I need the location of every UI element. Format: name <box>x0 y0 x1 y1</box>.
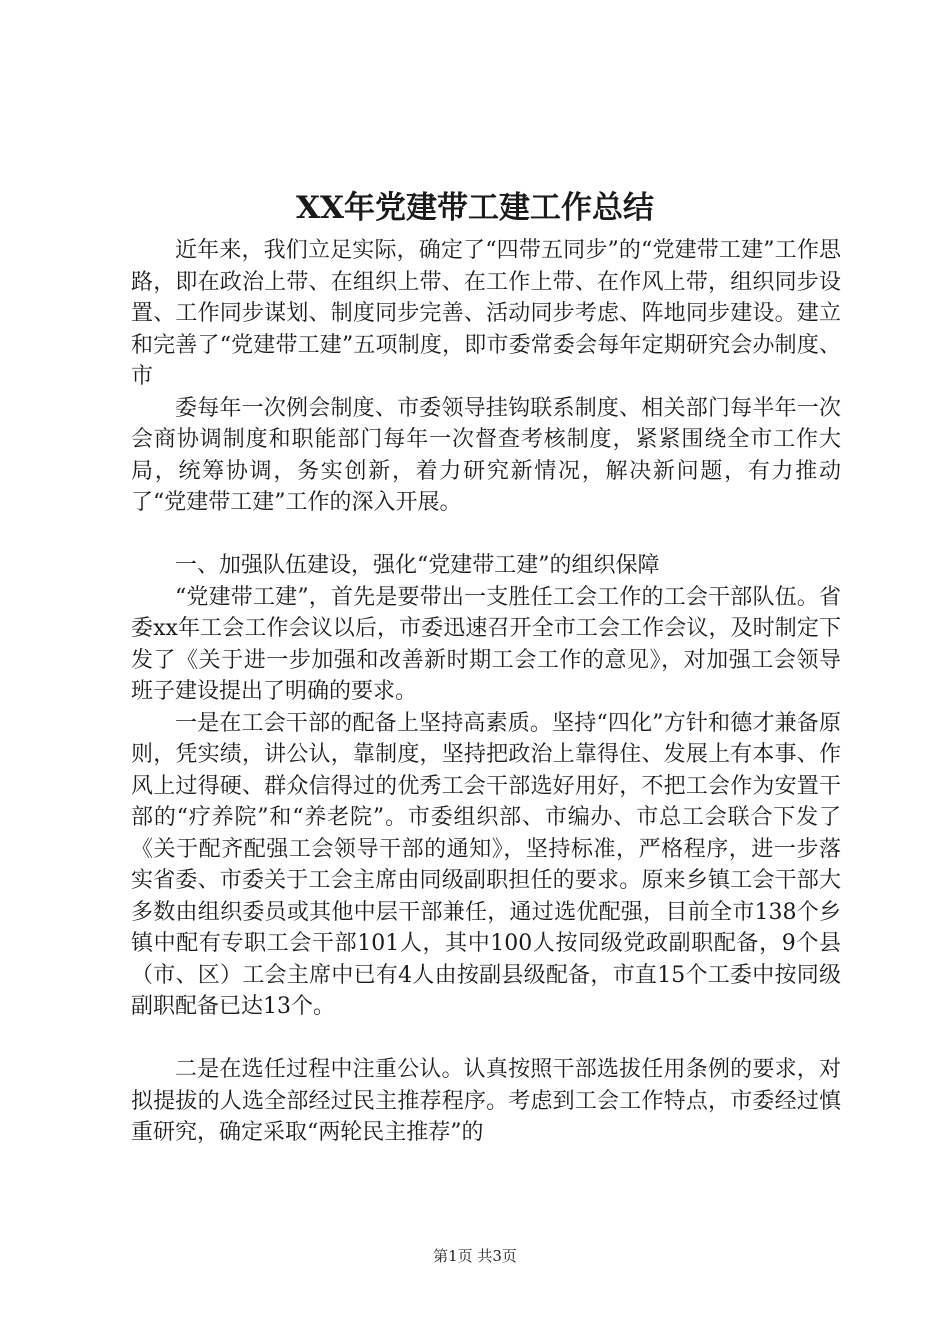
page-number-footer: 第1页 共3页 <box>433 1247 517 1265</box>
paragraph-intro: 近年来，我们立足实际，确定了“四带五同步”的“党建带工建”工作思路，即在政治上带、在组织上带、在工作上带、在作风上带，组织同步设置、工作同步谋划、制度同步完善、活动同步考虑、阵地同步建设。建立和完善了“党建带工建”五项制度，即市委常委会每年定期研究会办制度、市 <box>131 238 841 389</box>
document-body <box>131 235 841 1149</box>
document-title: XX年党建带工建工作总结 <box>295 190 655 226</box>
section-heading-1: 一、加强队伍建设，强化“党建带工建”的组织保障 <box>175 553 660 578</box>
paragraph-intro-continued: 委每年一次例会制度、市委领导挂钩联系制度、相关部门每半年一次会商协调制度和职能部门每年一次督查考核制度，紧紧围绕全市工作大局，统筹协调，务实创新，着力研究新情况，解决新问题，有力推动了“党建带工建”工作的深入开展。 <box>131 395 841 515</box>
paragraph-point-2: 二是在选任过程中注重公认。认真按照干部选拔任用条例的要求，对拟提拔的人选全部经过民主推荐程序。考虑到工会工作特点，市委经过慎重研究，确定采取“两轮民主推荐”的 <box>131 1057 841 1145</box>
paragraph-section-1: “党建带工建”，首先是要带出一支胜任工会工作的工会干部队伍。省委xx年工会工作会议以后，市委迅速召开全市工会工作会议，及时制定下发了《关于进一步加强和改善新时期工会工作的意见》，对加强工会领导班子建设提出了明确的要求。 <box>131 584 841 704</box>
paragraph-point-1: 一是在工会干部的配备上坚持高素质。坚持“四化”方针和德才兼备原则，凭实绩，讲公认，靠制度，坚持把政治上靠得住、发展上有本事、作风上过得硬、群众信得过的优秀工会干部选好用好，不把工会作为安置干部的“疗养院”和“养老院”。市委组织部、市编办、市总工会联合下发了《关于配齐配强工会领导干部的通知》，坚持标准，严格程序，进一步落实省委、市委关于工会主席由同级副职担任的要求。原来乡镇工会干部大多数由组织委员或其他中层干部兼任，通过选优配强，目前全市138个乡镇中配有专职工会干部101人，其中100人按同级党政副职配备，9个县（市、区）工会主席中已有4人由按副县级配备，市直15个工委中按同级副职配备已达13个。 <box>131 710 841 1019</box>
